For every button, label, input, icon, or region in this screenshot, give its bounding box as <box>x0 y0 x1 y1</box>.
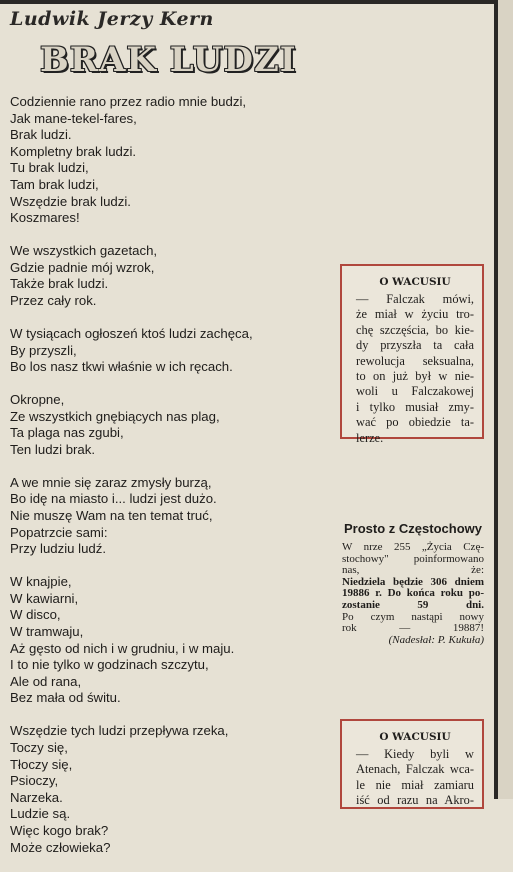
author-name: Ludwik Jerzy Kern <box>10 8 214 30</box>
stanza <box>10 392 335 458</box>
stanza <box>10 326 335 376</box>
text-line: Tu brak ludzi, <box>10 160 89 176</box>
text-line: Okropne, <box>10 392 65 408</box>
text-line: — Falczak mówi, <box>356 292 474 306</box>
text-line: W tramwaju, <box>10 623 84 639</box>
notice-title: Prosto z Częstochowy <box>344 521 482 536</box>
stanza <box>10 94 335 227</box>
text-line: Tłoczy się, <box>10 756 73 772</box>
box-heading: O WACUSIU <box>379 731 451 743</box>
text-line: le nie miał zamiaru <box>356 777 474 792</box>
text-line: Więc kogo brak? <box>10 822 109 838</box>
text-line: Narzeka. <box>10 789 63 805</box>
text-line: W kawiarni, <box>10 590 79 606</box>
text-line: Bo idę na miasto i... ludzi jest dużo. <box>10 491 217 507</box>
text-line: Może człowieka? <box>10 839 111 855</box>
stanza <box>10 723 335 856</box>
text-line: Niedziela będzie 306 dniem <box>342 575 484 588</box>
text-line: nas, że: <box>342 564 484 577</box>
text-line: W nrze 255 „Życia Czę- <box>342 541 484 553</box>
text-line: Jak mane-tekel-fares, <box>10 110 137 126</box>
text-line: że miał w życiu tro- <box>356 307 474 322</box>
text-line: rok — 19887! <box>342 622 484 635</box>
sidebar-box-o-wacusiu <box>340 264 484 445</box>
notice-body <box>342 542 484 646</box>
box-heading: O WACUSIU <box>379 276 451 288</box>
notice-prosto-z-czestochowy <box>342 521 484 646</box>
text-line: Gdzie padnie mój wzrok, <box>10 259 155 275</box>
text-line: rewolucja seksualna, <box>356 353 474 368</box>
text-line: Przez cały rok. <box>10 292 97 308</box>
box-text <box>356 292 474 446</box>
article-title: BRAK LUDZI <box>40 40 297 80</box>
text-line: lerze. <box>356 430 384 445</box>
page-edge <box>498 0 513 799</box>
stanza <box>10 574 335 707</box>
text-line: Ten ludzi brak. <box>10 441 96 457</box>
poem-body <box>10 94 335 872</box>
text-line: iść od razu na Akro- <box>356 793 474 808</box>
notice-credit: (Nadesłał: P. Kukuła) <box>388 633 484 646</box>
text-line: woli u Falczakowej <box>356 384 474 399</box>
text-line: Toczy się, <box>10 739 68 755</box>
text-line: Ta plaga nas zgubi, <box>10 425 124 441</box>
text-line: Ale od rana, <box>10 673 82 689</box>
text-line: Bez mała od świtu. <box>10 690 121 706</box>
text-line: W knajpie, <box>10 574 72 590</box>
text-line: Koszmares! <box>10 210 80 226</box>
text-line: zostanie 59 dni. <box>342 598 484 611</box>
text-line: Wszędzie brak ludzi. <box>10 193 131 209</box>
text-line: stochowy" poinformowano <box>342 552 484 565</box>
text-line: I to nie tylko w godzinach szczytu, <box>10 657 209 673</box>
text-line: dy przyszła ta cała <box>356 338 474 353</box>
stanza <box>10 475 335 558</box>
text-line: Nie muszę Wam na ten temat truć, <box>10 508 213 524</box>
text-line: By przyszli, <box>10 342 77 358</box>
text-line: W disco, <box>10 607 61 623</box>
text-line: A we mnie się zaraz zmysły burzą, <box>10 474 212 490</box>
text-line: We wszystkich gazetach, <box>10 243 158 259</box>
text-line: Codziennie rano przez radio mnie budzi, <box>10 94 247 109</box>
top-rule <box>0 0 497 4</box>
text-line: Aż gęsto od nich i w grudniu, i w maju. <box>10 640 235 656</box>
text-line: Brak ludzi. <box>10 127 72 143</box>
text-line: Także brak ludzi. <box>10 276 109 292</box>
text-line: to on już był w nie- <box>356 369 474 384</box>
text-line: Popatrzcie sami: <box>10 524 108 540</box>
text-line: wać po obiedzie ta- <box>356 415 474 430</box>
text-line: Wszędzie tych ludzi przepływa rzeka, <box>10 723 229 739</box>
sidebar-box-o-wacusiu-2 <box>340 719 484 809</box>
text-line: Atenach, Falczak wca- <box>356 762 474 777</box>
text-line: Po czym nastąpi nowy <box>342 610 484 623</box>
text-line: Ze wszystkich gnębiących nas plag, <box>10 408 220 424</box>
text-line: Ludzie są. <box>10 806 71 822</box>
text-line: i tylko musiał zmy- <box>356 399 474 414</box>
text-line: Przy ludziu ludź. <box>10 541 107 557</box>
text-line: Tam brak ludzi, <box>10 176 99 192</box>
stanza <box>10 243 335 309</box>
text-line: Psioczy, <box>10 773 59 789</box>
text-line: 19886 r. Do końca roku po- <box>342 587 484 600</box>
text-line: — Kiedy byli w <box>356 747 474 761</box>
box-text <box>356 747 474 809</box>
text-line: Bo los nasz tkwi właśnie w ich ręcach. <box>10 359 233 375</box>
text-line: chę szczęścia, bo kie- <box>356 322 474 337</box>
text-line: W tysiącach ogłoszeń ktoś ludzi zachęca, <box>10 325 253 341</box>
text-line: Kompletny brak ludzi. <box>10 143 137 159</box>
